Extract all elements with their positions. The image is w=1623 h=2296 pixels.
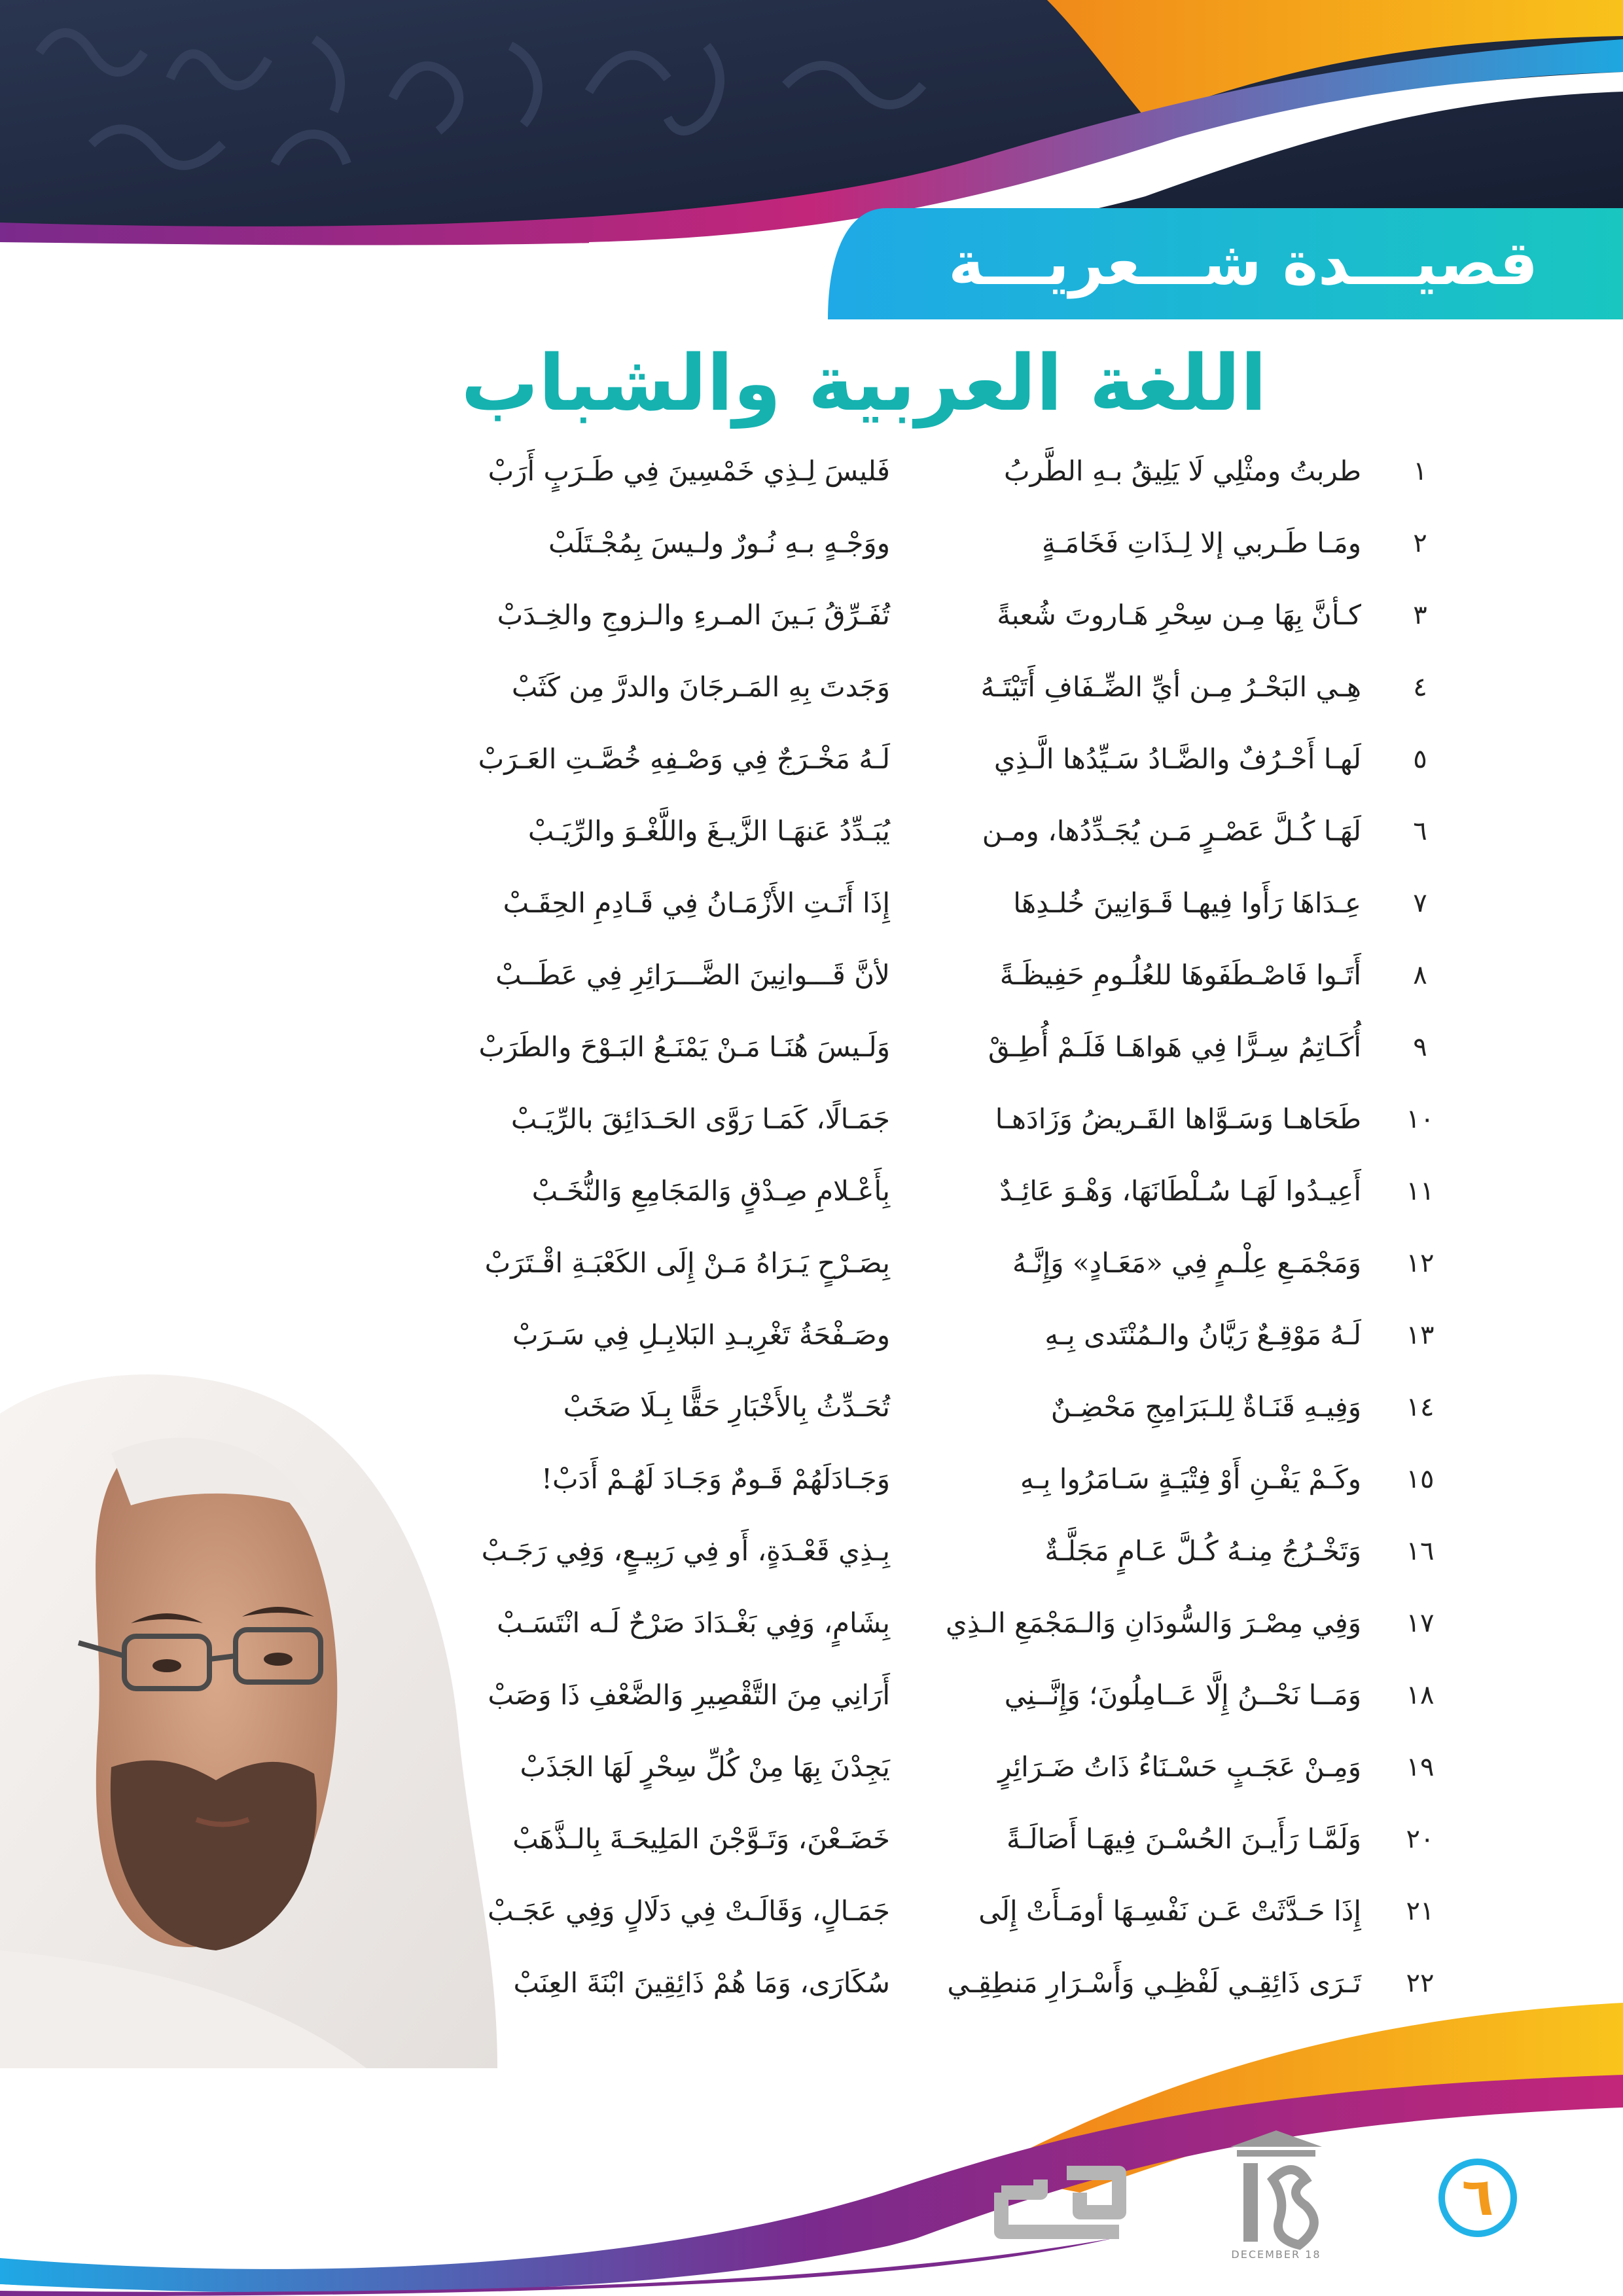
- verse-second-hemistich: وصَـفْحَةُ تَغْرِيـدِ البَلابِـلِ فِي سَـرَبْ: [512, 1319, 890, 1351]
- verse-number: ١٦: [1406, 1536, 1435, 1566]
- verse-number: ١٧: [1406, 1608, 1435, 1638]
- verse-row: [478, 1155, 1446, 1227]
- section-label: قصيـــدة شـــعريـــة: [948, 228, 1538, 298]
- verse-row: [478, 1731, 1446, 1803]
- verse-first-hemistich: طَحَاهـا وَسَـوَّاها القَـريضُ وَزَادَهـا: [995, 1103, 1361, 1135]
- verse-row: [478, 1011, 1446, 1083]
- day-caption: DECEMBER 18: [1231, 2248, 1321, 2261]
- verse-first-hemistich: وَتَخْـرُجُ مِنـهُ كُـلَّ عَـامٍ مَجَلَّـةٌ: [1044, 1535, 1361, 1567]
- verse-second-hemistich: أَرَانِي مِنَ التَّقْصِيرِ وَالضَّعْفِ ذَا وَصَبْ: [488, 1679, 890, 1711]
- verse-first-hemistich: إِذَا حَـدَّثَتْ عَـن نَفْسِـهَا أومَـأَتْ إِلَى: [978, 1895, 1361, 1927]
- poem-title: اللغة العربية والشباب: [461, 338, 1267, 428]
- verse-first-hemistich: تَـرَى ذَائِقِـي لَفْظِـي وَأَسْـرَارِ مَنطِقِـي: [947, 1967, 1361, 1999]
- verse-second-hemistich: تُحَـدِّثُ بِالأَخْبَارِ حَقًّا بِـلَا صَخَبْ: [563, 1391, 890, 1423]
- verse-row: [478, 1371, 1446, 1443]
- verse-row: [478, 435, 1446, 507]
- verse-second-hemistich: لأنَّ قَـــوانِينَ الضَّـــرَائِرِ فِي عَطَــبْ: [495, 959, 890, 991]
- page-number-badge: ٦: [1438, 2159, 1517, 2237]
- poem-verses: [478, 435, 1446, 2019]
- verse-row: [478, 507, 1446, 579]
- verse-row: [478, 939, 1446, 1011]
- verse-row: [478, 723, 1446, 795]
- verse-number: ١٢: [1406, 1248, 1435, 1278]
- verse-row: [478, 1443, 1446, 1515]
- verse-second-hemistich: لَـهُ مَخْـرَجٌ فِي وَصْـفِهِ خُصَّـتِ العَـرَبْ: [478, 743, 890, 775]
- verse-first-hemistich: لَـهُ مَوْقِـعٌ رَيَّانُ والـمُنْتَدى بِـهِ: [1044, 1319, 1361, 1351]
- verse-row: [478, 795, 1446, 867]
- verse-row: [478, 1299, 1446, 1371]
- verse-first-hemistich: طربتُ ومثْلِي لَا يَلِيقُ بـهِ الطَّربُ: [1003, 455, 1361, 487]
- verse-second-hemistich: تُفَـرِّقُ بَـينَ المـرءِ والـزوجِ والخِـدَبْ: [497, 599, 890, 631]
- verse-number: ٨: [1413, 960, 1427, 990]
- verse-number: ١٨: [1406, 1680, 1435, 1710]
- verse-second-hemistich: بِـذِي قَعْـدَةٍ، أَو فِي رَبِيـعٍ، وَفِي رَجَـبْ: [481, 1535, 890, 1567]
- verse-number: ٢١: [1406, 1896, 1435, 1926]
- verse-row: [478, 1227, 1446, 1299]
- verse-second-hemistich: إِذَا أَتَـتِ الأَزْمَـانُ فِي قَـادِمِ الحِقَـبْ: [503, 887, 890, 919]
- verse-first-hemistich: أَتَـوا فَاصْـطَفَوهَا للعُلُـومِ حَفِيظَـةً: [999, 959, 1361, 991]
- verse-first-hemistich: وَفِيـهِ قَنَـاةٌ لِلـبَرَامِجِ مَحْضِـنٌ: [1050, 1391, 1361, 1423]
- verse-number: ١٤: [1406, 1392, 1435, 1422]
- poet-portrait: [0, 1361, 497, 2068]
- verse-number: ٥: [1413, 744, 1427, 774]
- verse-second-hemistich: سُكَارَى، وَمَا هُمْ ذَائِقِينَ ابْنَةَ العِنَبْ: [513, 1967, 890, 1999]
- verse-first-hemistich: وَمَجْمَـعِ عِلْـمٍ فِي «مَعَـادٍ» وَإِنَّـهُ: [1012, 1247, 1361, 1279]
- verse-number: ٢٠: [1406, 1824, 1435, 1854]
- verse-number: ٤: [1413, 672, 1427, 702]
- verse-second-hemistich: وَلَـيسَ هُنَـا مَـنْ يَمْنَـعُ البَـوْحَ والطَرَبْ: [478, 1031, 890, 1063]
- verse-number: ١٥: [1406, 1464, 1435, 1494]
- verse-number: ٢: [1413, 528, 1427, 558]
- verse-second-hemistich: بِشَامٍ، وَفِي بَغْـدَادَ صَرْحٌ لَـه انْتَسَـبْ: [497, 1607, 890, 1639]
- verse-number: ٢٢: [1406, 1968, 1435, 1998]
- verse-second-hemistich: بِأَعْـلامِ صِـدْقٍ وَالمَجَامِعِ وَالنُّخَـبْ: [531, 1175, 890, 1207]
- verse-first-hemistich: وَمِـنْ عَجَـبٍ حَسْـنَاءُ ذَاتُ ضَـرَائِرٍ: [998, 1751, 1361, 1783]
- verse-row: [478, 1083, 1446, 1155]
- magazine-logo: [988, 2153, 1132, 2251]
- verse-first-hemistich: وَمَــا نَحْــنُ إِلَّا عَــامِلُونَ؛ وَإِنَّــنِي: [1004, 1679, 1361, 1711]
- verse-first-hemistich: وَفِي مِصْـرَ وَالسُّودَانِ وَالـمَجْمَعِ الـذِي: [945, 1607, 1361, 1639]
- verse-first-hemistich: كـأنَّ بِهَا مِـن سِحْرِ هَـاروتَ شُعبةً: [997, 599, 1361, 631]
- verse-row: [478, 1803, 1446, 1875]
- verse-second-hemistich: وَجَـادَلَهُمْ قَـومٌ وَجَـادَ لَهُـمْ أَدَبْ!: [541, 1463, 890, 1495]
- verse-row: [478, 1875, 1446, 1947]
- verse-row: [478, 579, 1446, 651]
- verse-number: ١٠: [1406, 1104, 1435, 1134]
- verse-second-hemistich: بِصَـرْحٍ يَـرَاهُ مَـنْ إِلَى الكَعْبَـةِ اقْـتَرَبْ: [484, 1247, 890, 1279]
- verse-second-hemistich: جَمَـالًا، كَمَـا رَوَّى الحَـدَائِقَ بالرِّيَـبْ: [510, 1103, 890, 1135]
- verse-second-hemistich: يَجِدْنَ بِهَا مِنْ كُلِّ سِحْرٍ لَهَا الجَذَبْ: [520, 1751, 890, 1783]
- verse-first-hemistich: عِـدَاهَا رَأَوا فِيهـا قَـوَانِينَ خُلـدِهَا: [1013, 887, 1361, 919]
- verse-number: ١٣: [1406, 1320, 1435, 1350]
- verse-row: [478, 1587, 1446, 1659]
- verse-second-hemistich: خَضَـعْنَ، وَتَـوَّجْنَ المَلِيحَـةَ بِالـذَّهَبْ: [512, 1823, 890, 1855]
- verse-first-hemistich: لَهَـا كُـلَّ عَصْـرٍ مَـن يُجَـدِّدُها، ومـن: [982, 815, 1361, 847]
- verse-number: ٣: [1413, 600, 1427, 630]
- verse-row: [478, 1659, 1446, 1731]
- verse-number: ١: [1413, 456, 1427, 486]
- verse-number: ١٩: [1406, 1752, 1435, 1782]
- verse-second-hemistich: فَليسَ لِـذِي خَمْسِينَ فِي طَـرَبٍ أَرَبْ: [488, 455, 890, 487]
- verse-number: ٩: [1413, 1032, 1427, 1062]
- verse-first-hemistich: وَلَمَّـا رَأَيـنَ الحُسْـنَ فِيهَـا أَصَالَـةً: [1006, 1823, 1361, 1855]
- verse-second-hemistich: جَمَـالٍ، وَقَالَـتْ فِي دَلَالٍ وَفِي عَجَـبْ: [487, 1895, 890, 1927]
- verse-second-hemistich: وَجَدتَ بِهِ المَـرجَانَ والدرَّ مِن كَثَبْ: [511, 671, 890, 703]
- verse-first-hemistich: أُكَـاتِمُ سِـرًّا فِي هَواهَـا فَلَـمْ أُطِـقْ: [988, 1031, 1361, 1063]
- verse-number: ٧: [1413, 888, 1427, 918]
- verse-first-hemistich: هِـي البَحْـرُ مِـن أيِّ الضِّـفَافِ أَتَيْتَـهُ: [980, 671, 1361, 703]
- verse-row: [478, 867, 1446, 939]
- verse-second-hemistich: ووَجْـهٍ بـهِ نُـورٌ ولـيسَ بِمُجْـتَلَبْ: [548, 527, 890, 559]
- verse-first-hemistich: أَعِيـدُوا لَهَـا سُـلْطَانَهَا، وَهْـوَ عَائِـدٌ: [999, 1175, 1361, 1207]
- verse-row: [478, 1515, 1446, 1587]
- verse-first-hemistich: ومَـا طَـربي إلا لِـذَاتِ فَخَامَـةٍ: [1041, 527, 1361, 559]
- verse-number: ١١: [1406, 1176, 1435, 1206]
- verse-number: ٦: [1413, 816, 1427, 846]
- verse-first-hemistich: وكَـمْ يَفْـنِ أَوْ فِتْيَـةٍ سَـامَرُوا بِـهِ: [1020, 1463, 1361, 1495]
- verse-first-hemistich: لَهـا أَحْـرُفٌ والضَّـادُ سَـيِّدُها الَّـذِي: [993, 743, 1361, 775]
- verse-row: [478, 651, 1446, 723]
- bottom-decorative-banner: [0, 1977, 1623, 2296]
- verse-second-hemistich: يُبَـدِّدُ عَنهَـا الزَّيـغَ واللَّغْـوَ والرِّيَـبْ: [527, 815, 890, 847]
